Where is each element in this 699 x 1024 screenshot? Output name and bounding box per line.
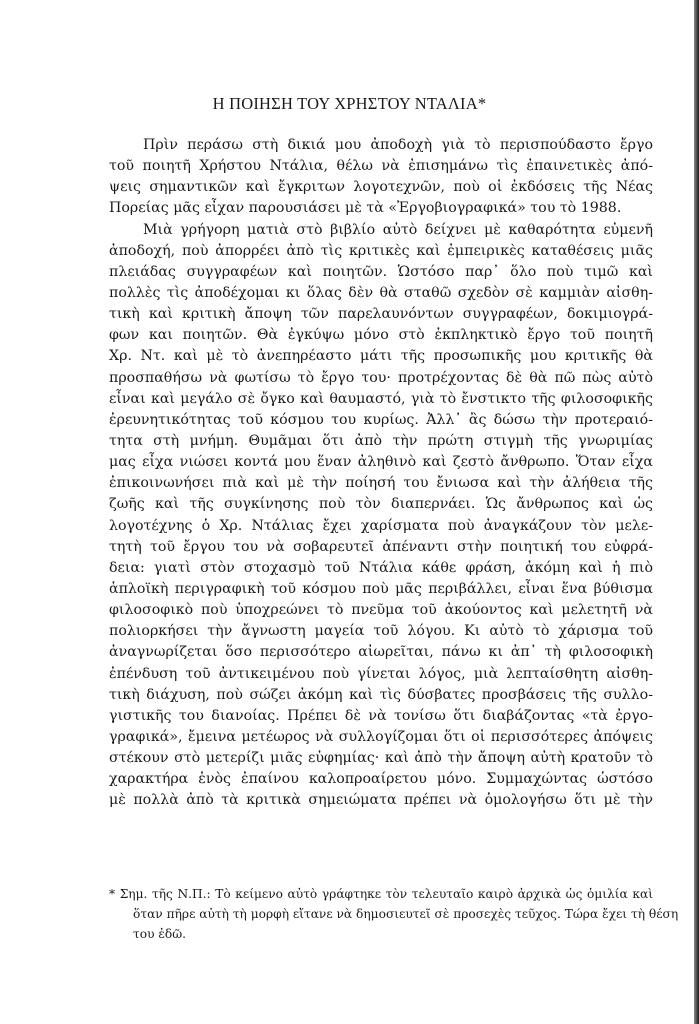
body-line: τοῦ ποιητῆ Χρήστου Ντάλια, θέλω νὰ ἐπισημάνω τὶς ἐπαινετικὲς ἀπό- (109, 158, 653, 175)
body-line: πλειάδας συγγραφέων καὶ ποιητῶν. Ὡστόσο παρ᾽ ὅλο ποὺ τιμῶ καὶ (109, 263, 653, 280)
body-line: ἐρευνητικότητας τοῦ κόσμου του κυρίως. Ἀλλ᾽ ἂς δώσω τὴν προτεραιό- (109, 411, 653, 428)
body-line: Πορείας μᾶς εἶχαν παρουσιάσει μὲ τὰ «Ἐργοβιογραφικά» του τὸ 1988. (109, 200, 622, 217)
body-line: ἐπένδυση τοῦ ἀντικειμένου ποὺ γίνεται λόγος, μιὰ λεπταίσθητη αἰσθη- (109, 665, 653, 682)
body-line: πολλὲς τὶς ἀποδέχομαι κι ὅλας δὲν θὰ σταθῶ σχεδὸν σὲ καμμιὰν αἰσθη- (109, 284, 653, 301)
body-text (109, 135, 653, 812)
body-line: προσπαθήσω νὰ φωτίσω τὸ ἔργο του· προτρέχοντας δὲ θὰ πῶ πὼς αὐτὸ (109, 369, 653, 386)
body-line: εἶναι καὶ μεγάλο σὲ ὄγκο καὶ θαυμαστό, γιὰ τὸ ἔνστικτο τῆς φιλοσοφικῆς (109, 390, 653, 407)
body-line: στέκουν στὸ μετερίζι μιᾶς εὐφημίας· καὶ ἀπὸ τὴν ἄποψη αὐτὴ κρατοῦν τὸ (109, 750, 653, 767)
body-line: ψεις σημαντικῶν καὶ ἔγκριτων λογοτεχνῶν, ποὺ οἱ ἐκδόσεις τῆς Νέας (109, 179, 653, 196)
body-line: μας εἶχα νιώσει κοντά μου ἕναν ἀληθινὸ καὶ ζεστὸ ἄνθρωπο. Ὅταν εἶχα (109, 454, 653, 471)
footnote-line: ὅταν πῆρε αὐτὴ τὴ μορφὴ εἴτανε νὰ δημοσιευτεῖ σὲ προσεχὲς τεῦχος. Τώρα ἔχει τὴ θέση (133, 907, 679, 921)
body-line: φων και ποιητῶν. Θὰ ἐγκύψω μόνο στὸ ἐκπληκτικὸ ἔργο τοῦ ποιητῆ (109, 327, 653, 344)
body-line: μὲ πολλὰ ἀπὸ τὰ κριτικὰ σημειώματα πρέπει νὰ ὁμολογήσω ὅτι μὲ τὴν (109, 792, 653, 809)
body-line: γιστικῆς του διανοίας. Πρέπει δὲ νὰ τονίσω ὅτι διαβάζοντας «τὰ ἐργο- (109, 707, 653, 724)
body-line: ἀποδοχή, ποὺ ἀπορρέει ἀπὸ τὶς κριτικὲς καὶ ἐμπειρικὲς καταθέσεις μιᾶς (109, 242, 653, 259)
footnote-line: του ἐδῶ. (133, 927, 187, 941)
body-line: ζωῆς καὶ τῆς συγκίνησης ποὺ τὸν διαπερνάει. Ὡς ἄνθρωπος καὶ ὡς (109, 496, 653, 513)
body-line: τητὴ τοῦ ἔργου του νὰ σοβαρευτεῖ ἀπέναντι στὴν ποιητική του εὐφρά- (109, 538, 653, 555)
body-line: ἁπλοϊκὴ περιγραφικὴ τοῦ κόσμου ποὺ μᾶς περιβάλλει, εἶναι ἕνα βύθισμα (109, 580, 653, 597)
body-line: φιλοσοφικὸ ποὺ ὑποχρεώνει τὸ πνεῦμα τοῦ ἀκούοντος καὶ μελετητῆ νὰ (109, 602, 653, 619)
body-line: χαρακτήρα ἑνὸς ἐπαίνου καλοπροαίρετου μόνο. Συμμαχώντας ὡστόσο (109, 771, 653, 788)
body-line: ἀναγνωρίζεται ὅσο περισσότερο αἰωρεῖται, πάνω κι ἀπ᾽ τὴ φιλοσοφικὴ (109, 644, 653, 661)
body-line: τικὴ διάχυση, ποὺ σώζει ἀκόμη καὶ τὶς δύσβατες προσβάσεις τῆς συλλο- (109, 686, 653, 703)
body-line: Μιὰ γρήγορη ματιὰ στὸ βιβλίο αὐτὸ δείχνει μὲ καθαρότητα εὐμενῆ (143, 221, 653, 238)
body-line: τητα στὴ μνήμη. Θυμᾶμαι ὅτι ἀπὸ τὴν πρώτη στιγμὴ τῆς γνωριμίας (109, 432, 653, 449)
body-line: πολιορκήσει τὴν ἄγνωστη μαγεία τοῦ λόγου. Κι αὐτὸ τὸ χάρισμα τοῦ (109, 623, 653, 640)
body-line: ἐπικοινωνήσει πιὰ καὶ μὲ τὴν ποίησή του ἔνιωσα καὶ τὴν ἀλήθεια τῆς (109, 475, 653, 492)
body-line: γραφικά», ἔμεινα μετέωρος νὰ συλλογίζομαι ὅτι οἱ περισσότερες ἀπόψεις (109, 728, 653, 745)
body-line: Χρ. Ντ. καὶ μὲ τὸ ἀνεπηρέαστο μάτι τῆς προσωπικῆς μου κριτικῆς θὰ (109, 348, 653, 365)
body-line: λογοτέχνης ὁ Χρ. Ντάλιας ἔχει χαρίσματα ποὺ ἀναγκάζουν τὸν μελε- (109, 517, 653, 534)
footnote-line: * Σημ. τῆς Ν.Π.: Τὸ κείμενο αὐτὸ γράφτηκε τὸν τελευταῖο καιρὸ ἀρχικὰ ὡς ὁμιλία καὶ (109, 887, 653, 901)
body-line: δεια: γιατὶ στὸν στοχασμὸ τοῦ Ντάλια κάθε φράση, ἀκόμη καὶ ἡ πιὸ (109, 559, 653, 576)
footnote (109, 884, 679, 944)
page-edge-shadow (694, 0, 699, 1024)
body-line: Πρὶν περάσω στὴ δικιά μου ἀποδοχὴ γιὰ τὸ περισπούδαστο ἔργο (143, 137, 653, 153)
page-title: Η ΠΟΙΗΣΗ ΤΟΥ ΧΡΗΣΤΟΥ ΝΤΑΛΙΑ* (212, 94, 487, 113)
body-line: τικὴ καὶ κριτικὴ ἄποψη τῶν παρελαυνόντων συγγραφέων, δοκιμιογρά- (109, 306, 653, 323)
